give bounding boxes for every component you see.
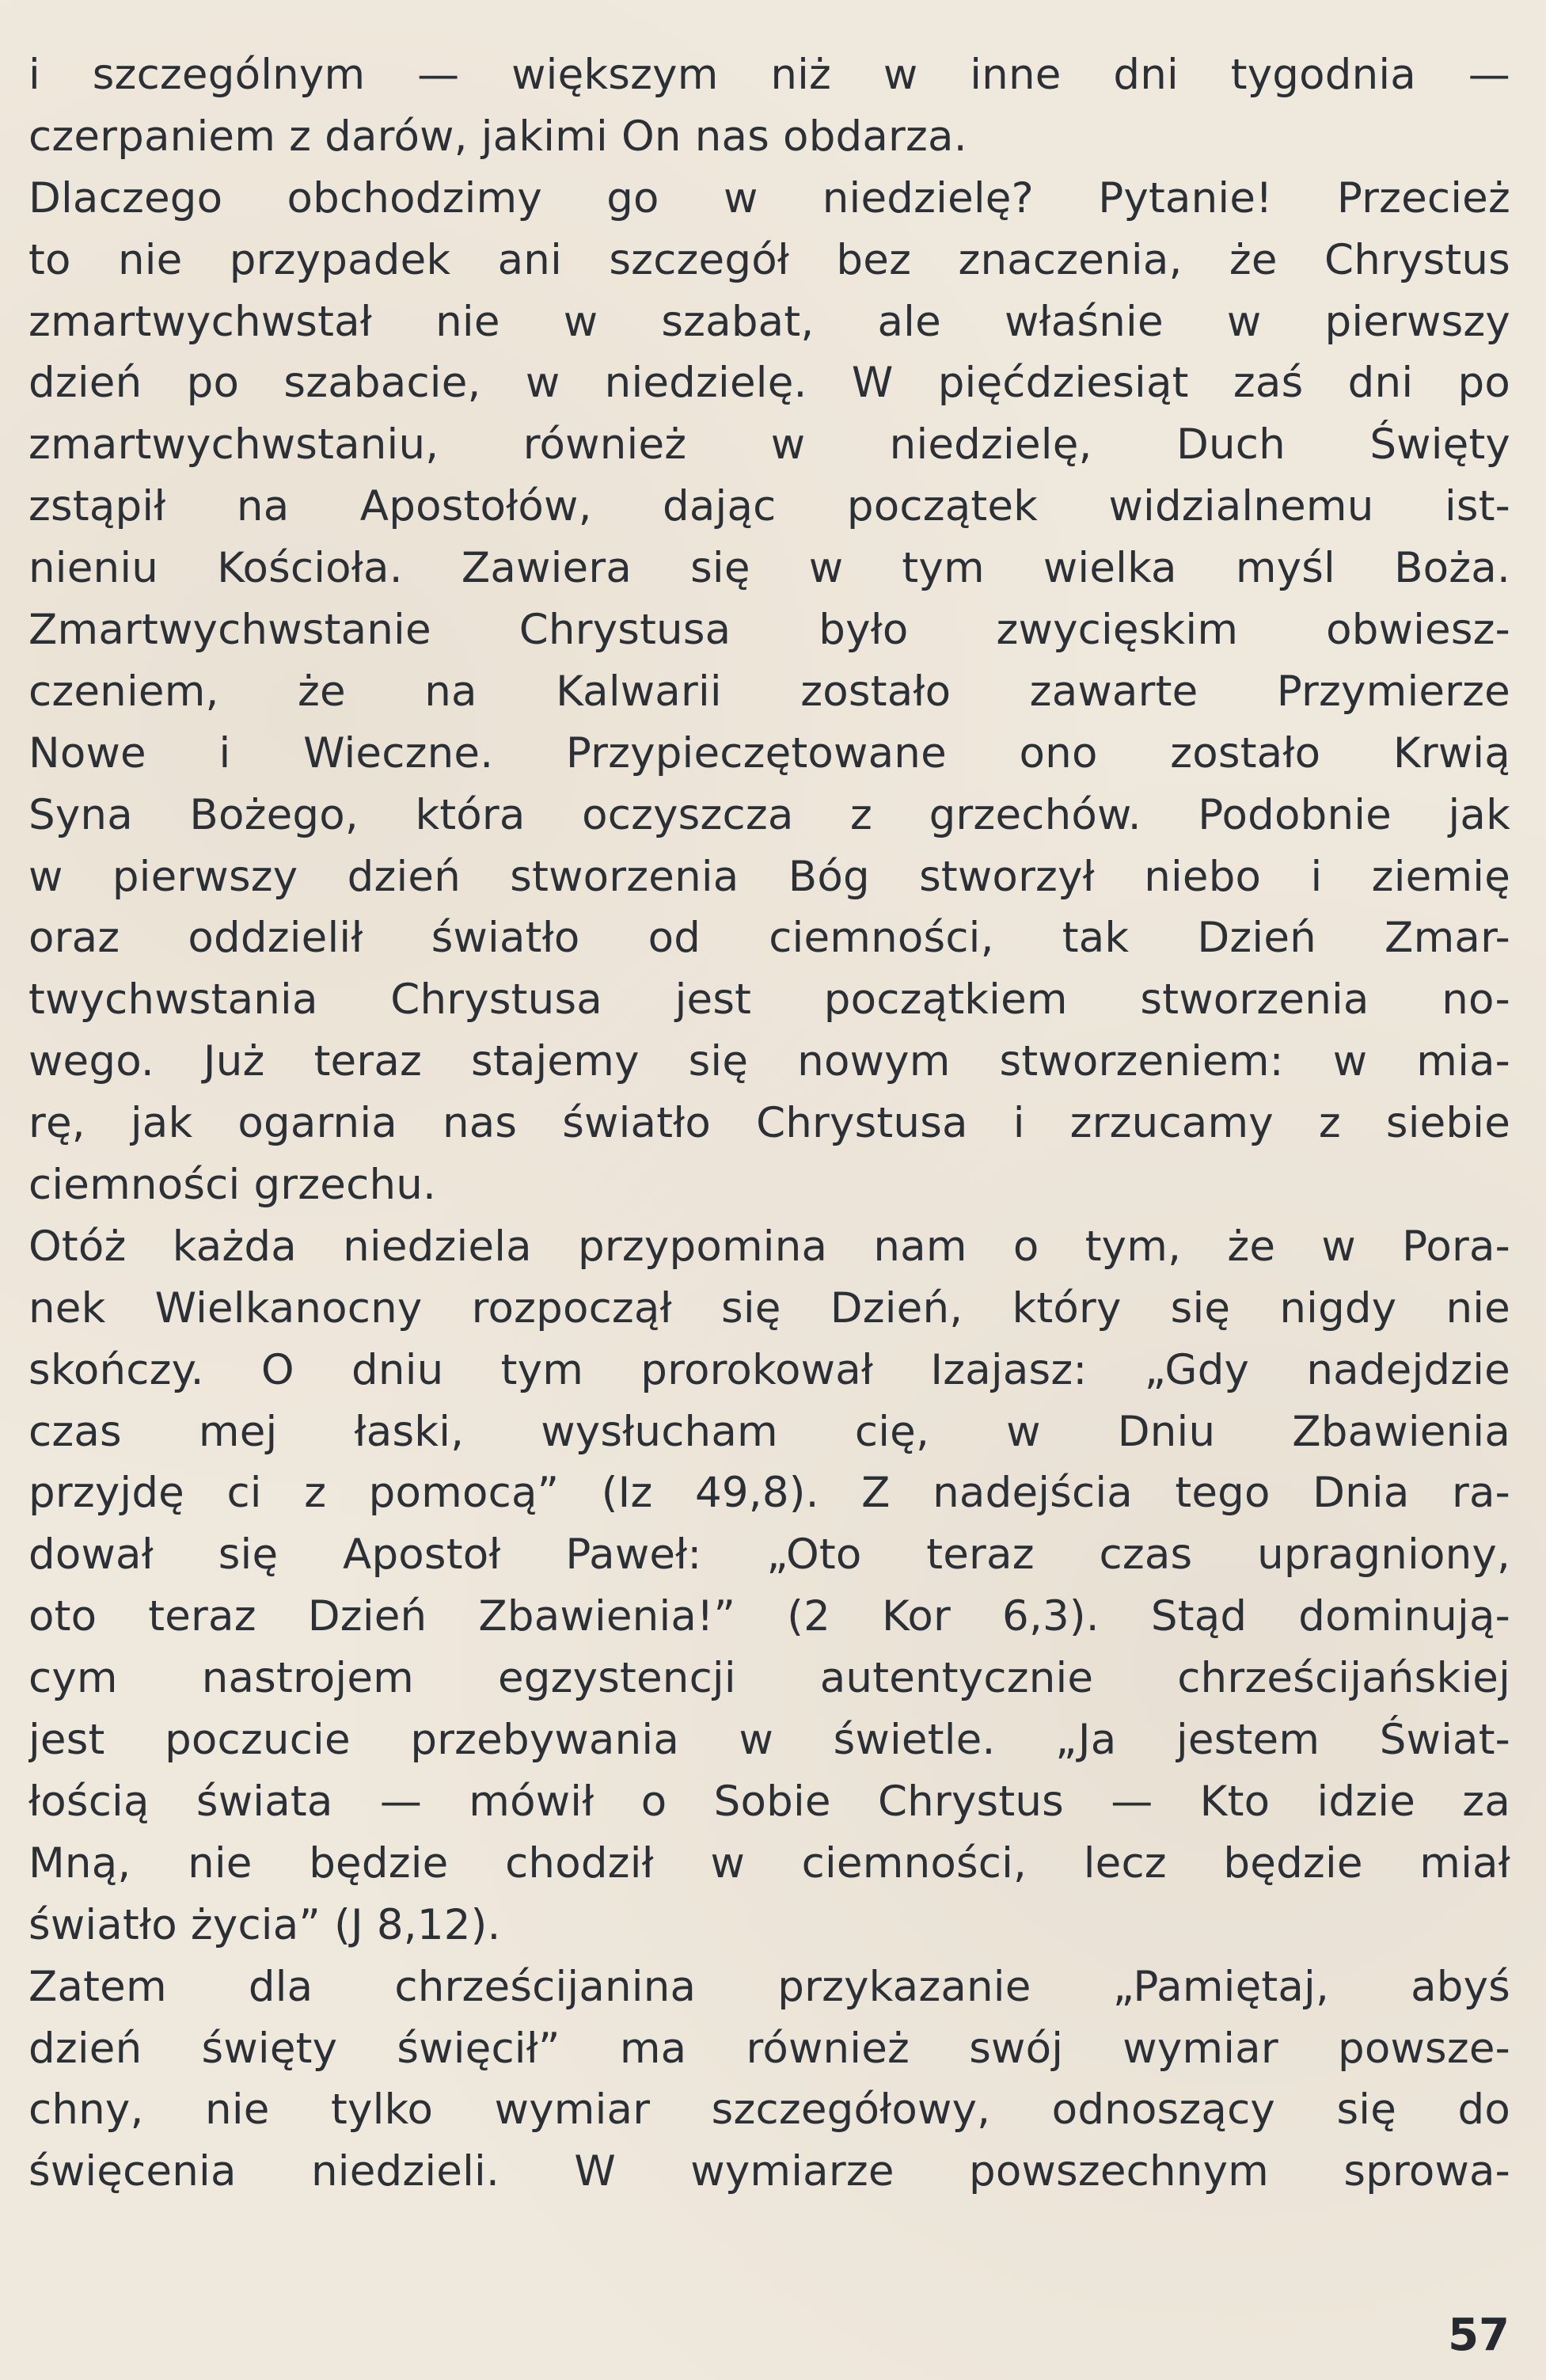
- text-line: dował się Apostoł Paweł: „Oto teraz czas upragniony,: [28, 1530, 1510, 1580]
- text-line: Nowe i Wieczne. Przypieczętowane ono zostało Krwią: [28, 728, 1510, 777]
- page-number: 57: [1448, 2310, 1510, 2361]
- text-line: święcenia niedzieli. W wymiarze powszechnym sprowa-: [28, 2147, 1510, 2196]
- text-line: Otóż każda niedziela przypomina nam o tym, że w Pora-: [28, 1222, 1510, 1271]
- text-line: chny, nie tylko wymiar szczegółowy, odnoszący się do: [28, 2085, 1510, 2135]
- text-line: oto teraz Dzień Zbawienia!” (2 Kor 6,3). Stąd dominują-: [28, 1592, 1510, 1641]
- text-line: zmartwychwstał nie w szabat, ale właśnie w pierwszy: [28, 297, 1510, 346]
- text-line: dzień święty święcił” ma również swój wymiar powsze-: [28, 2024, 1510, 2073]
- text-line: twychwstania Chrystusa jest początkiem stworzenia no-: [28, 975, 1510, 1025]
- text-line: Dlaczego obchodzimy go w niedzielę? Pytanie! Przecież: [28, 173, 1510, 222]
- text-line: Zmartwychwstanie Chrystusa było zwycięskim obwiesz-: [28, 606, 1510, 655]
- text-line: w pierwszy dzień stworzenia Bóg stworzył niebo i ziemię: [28, 852, 1510, 901]
- text-line: skończy. O dniu tym prorokował Izajasz: „Gdy nadejdzie: [28, 1345, 1510, 1394]
- text-line: wego. Już teraz stajemy się nowym stworzeniem: w mia-: [28, 1037, 1510, 1086]
- text-line: cym nastrojem egzystencji autentycznie chrześcijańskiej: [28, 1654, 1510, 1703]
- text-line: zstąpił na Apostołów, dając początek widzialnemu ist-: [28, 482, 1510, 531]
- text-line: przyjdę ci z pomocą” (Iz 49,8). Z nadejścia tego Dnia ra-: [28, 1469, 1510, 1518]
- text-line: oraz oddzielił światło od ciemności, tak Dzień Zmar-: [28, 914, 1510, 963]
- text-line: łością świata — mówił o Sobie Chrystus — Kto idzie za: [28, 1777, 1510, 1826]
- text-line: zmartwychwstaniu, również w niedzielę, Duch Święty: [28, 420, 1510, 470]
- text-line: czerpaniem z darów, jakimi On nas obdarza.: [28, 112, 967, 161]
- text-line: ciemności grzechu.: [28, 1161, 437, 1210]
- text-line: Zatem dla chrześcijanina przykazanie „Pamiętaj, abyś: [28, 1962, 1510, 2011]
- text-line: rę, jak ogarnia nas światło Chrystusa i zrzucamy z siebie: [28, 1099, 1510, 1148]
- text-line: światło życia” (J 8,12).: [28, 1900, 501, 1949]
- body-text: [28, 44, 1510, 2203]
- text-line: Mną, nie będzie chodził w ciemności, lecz będzie miał: [28, 1838, 1510, 1888]
- text-line: Syna Bożego, która oczyszcza z grzechów. Podobnie jak: [28, 790, 1510, 839]
- text-line: czas mej łaski, wysłucham cię, w Dniu Zbawienia: [28, 1407, 1510, 1456]
- text-line: nek Wielkanocny rozpoczął się Dzień, który się nigdy nie: [28, 1283, 1510, 1333]
- text-line: dzień po szabacie, w niedzielę. W pięćdziesiąt zaś dni po: [28, 359, 1510, 408]
- text-line: jest poczucie przebywania w świetle. „Ja jestem Świat-: [28, 1716, 1510, 1765]
- text-line: czeniem, że na Kalwarii zostało zawarte Przymierze: [28, 667, 1510, 716]
- text-line: to nie przypadek ani szczegół bez znaczenia, że Chrystus: [28, 235, 1510, 284]
- text-line: nieniu Kościoła. Zawiera się w tym wielka myśl Boża.: [28, 544, 1510, 593]
- text-line: i szczególnym — większym niż w inne dni tygodnia —: [28, 51, 1510, 99]
